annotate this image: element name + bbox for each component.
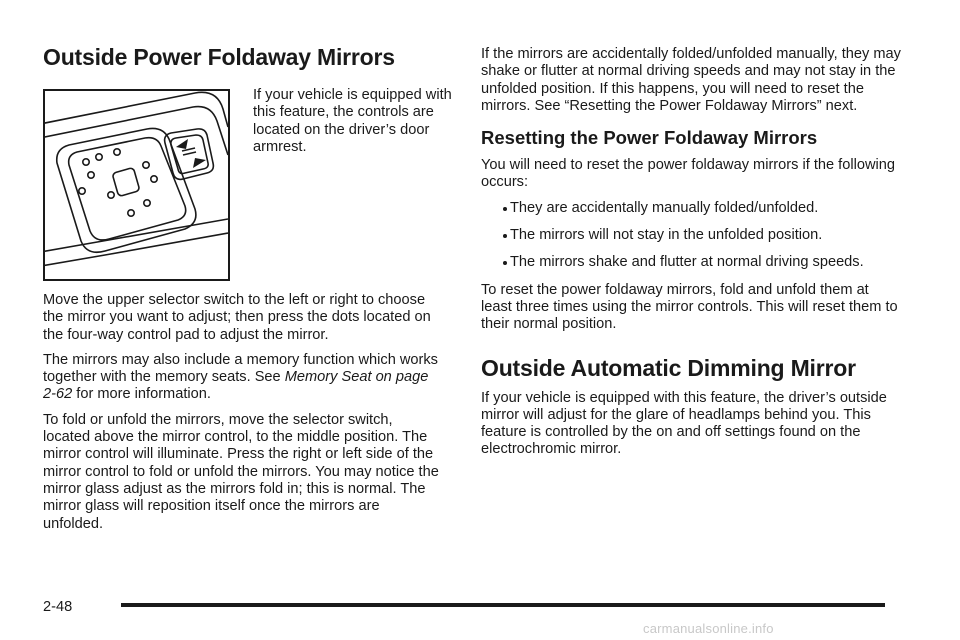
paragraph-memory-function [43,352,443,404]
section-heading-foldaway: Outside Power Foldaway Mirrors [43,44,395,70]
paragraph-reset-conditions: You will need to reset the power foldaway mirrors if the following occurs: [481,157,895,191]
reset-conditions-list [481,200,901,272]
list-item: They are accidentally manually folded/unfolded. [481,200,901,217]
intro-block [43,87,452,292]
watermark: carmanualsonline.info [643,621,774,636]
left-column [43,44,452,533]
section-heading-dimming: Outside Automatic Dimming Mirror [481,354,856,381]
list-item: The mirrors will not stay in the unfolded position. [481,227,901,244]
paragraph-reset-procedure: To reset the power foldaway mirrors, fold and unfold them at least three times using the mirror controls. This will reset them to their normal position. [481,281,898,333]
paragraph-accidental-fold: If the mirrors are accidentally folded/unfolded manually, they may shake or flutter at normal driving speeds and may not stay in the unfolded position. If this happens, you will need to reset the mirrors. See “Resetting the Power Foldaway Mirrors” next. [481,46,901,114]
paragraph-dimming-mirror: If your vehicle is equipped with this feature, the driver’s outside mirror will adjust for the glare of headlamps behind you. This feature is controlled by the on and off settings found on the electrochromic mirror. [481,389,887,458]
subheading-resetting: Resetting the Power Foldaway Mirrors [481,127,818,149]
memory-text-before: The mirrors may also include a memory function which works together with the memory seats. See [43,351,438,386]
memory-text-after: for more information. [72,386,211,403]
intro-paragraph: If your vehicle is equipped with this feature, the controls are located on the driver’s door armrest. [253,87,452,155]
memory-seat-reference-link[interactable]: Memory Seat on page 2-62 [43,369,429,403]
right-column [481,46,901,459]
bullet-icon [503,234,507,238]
footer-divider [121,603,885,607]
bullet-icon [503,207,507,211]
page-number: 2-48 [43,599,73,615]
paragraph-fold-unfold: To fold or unfold the mirrors, move the selector switch, located above the mirror control, to the middle position. The mirror control will illuminate. Press the right or left side of the mirror control to fold or unfold the mirrors. You may notice the mirror glass adjust as the mirrors fold in; this is normal. The mirror glass will reposition itself once the mirrors are unfolded. [43,411,439,532]
door-armrest-icon [45,91,228,279]
bullet-icon [503,261,507,265]
list-item: The mirrors shake and flutter at normal driving speeds. [481,254,901,271]
mirror-control-illustration [43,89,230,281]
paragraph-selector-switch: Move the upper selector switch to the left or right to choose the mirror you want to adjust; then press the dots located on the four-way control pad to adjust the mirror. [43,292,431,343]
